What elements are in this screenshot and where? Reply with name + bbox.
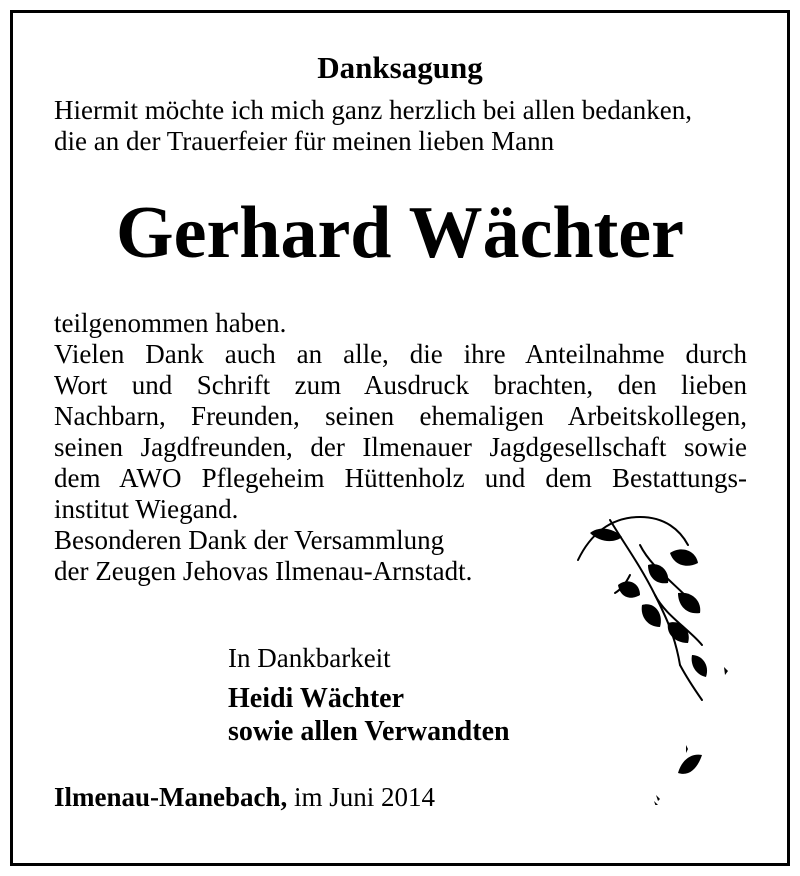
body-line: Vielen Dank auch an alle, die ihre Anteilnahme durch [54,339,747,369]
body-line: teilgenommen haben. [54,308,287,338]
intro-text [54,95,754,157]
closing-text: In Dankbarkeit [228,643,391,673]
signers [228,682,510,748]
body-line: Besonderen Dank der Versammlung [54,525,445,555]
notice-heading: Danksagung [317,50,483,85]
date: im Juni 2014 [294,782,436,812]
body-line: dem AWO Pflegeheim Hüttenholz und dem Bestattungs- [54,463,747,493]
deceased-name: Gerhard Wächter [116,192,684,274]
intro-line: die an der Trauerfeier für meinen lieben Mann [54,126,555,156]
birch-branch-icon [570,505,740,805]
intro-line: Hiermit möchte ich mich ganz herzlich bei allen bedanken, [54,95,692,125]
signer-family: sowie allen Verwandten [228,716,510,747]
body-line: der Zeugen Jehovas Ilmenau-Arnstadt. [54,556,473,586]
body-line: seinen Jagdfreunden, der Ilmenauer Jagdgesellschaft sowie [54,432,747,462]
body-line: institut Wiegand. [54,494,239,524]
body-line: Wort und Schrift zum Ausdruck brachten, den lieben [54,370,747,400]
place: Ilmenau-Manebach, [54,782,288,812]
body-line: Nachbarn, Freunden, seinen ehemaligen Arbeitskollegen, [54,401,747,431]
place-date [54,782,435,813]
signer-name: Heidi Wächter [228,683,405,714]
